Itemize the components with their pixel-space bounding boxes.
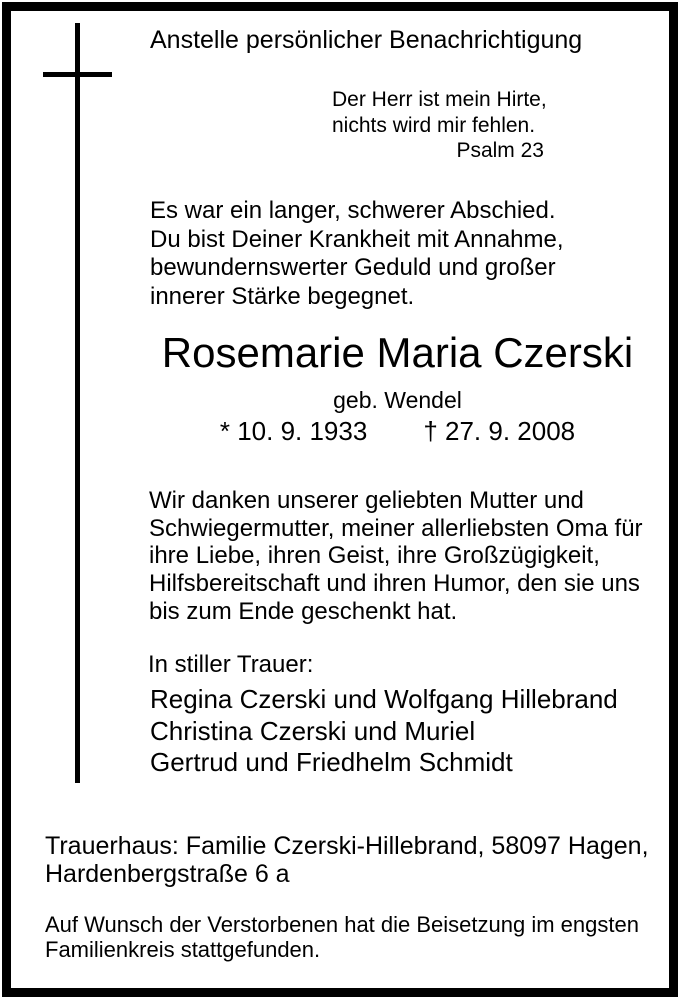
birth-date: * 10. 9. 1933: [219, 416, 368, 446]
mourner-line: Regina Czerski und Wolfgang Hillebrand: [150, 684, 618, 714]
mourner-line: Gertrud und Friedhelm Schmidt: [150, 747, 513, 777]
notice-header: Anstelle persönlicher Benachrichtigung: [150, 26, 583, 54]
tribute-line: bis zum Ende geschenkt hat.: [149, 597, 458, 625]
tribute-line: ihre Liebe, ihren Geist, ihre Großzügigkeit,: [149, 542, 600, 570]
cross-horizontal-bar: [43, 72, 112, 77]
maiden-name: geb. Wendel: [333, 387, 462, 413]
tribute-line: Wir danken unserer geliebten Mutter und: [149, 487, 584, 514]
bible-verse: [332, 87, 547, 164]
intro-paragraph: [150, 197, 564, 311]
address-line: Trauerhaus: Familie Czerski-Hillebrand, 58097 Hagen,: [45, 832, 649, 860]
death-date: † 27. 9. 2008: [423, 416, 576, 446]
burial-note-line: Familienkreis stattgefunden.: [45, 937, 321, 962]
intro-line: Es war ein langer, schwerer Abschied.: [150, 197, 556, 224]
mourning-label: In stiller Trauer:: [148, 651, 314, 678]
intro-line: bewundernswerter Geduld und großer: [150, 254, 556, 282]
tribute-paragraph: [149, 487, 643, 626]
deceased-name: Rosemarie Maria Czerski: [161, 329, 634, 376]
burial-note: [45, 912, 639, 962]
verse-line: nichts wird mir fehlen.: [332, 113, 536, 137]
verse-line: Der Herr ist mein Hirte,: [332, 88, 547, 111]
mourning-house-address: [45, 833, 649, 888]
intro-line: Du bist Deiner Krankheit mit Annahme,: [150, 225, 564, 253]
verse-attribution: Psalm 23: [456, 139, 544, 162]
intro-line: innerer Stärke begegnet.: [150, 282, 415, 310]
burial-note-line: Auf Wunsch der Verstorbenen hat die Beisetzung im engsten: [45, 912, 639, 937]
cross-vertical-bar: [75, 23, 80, 783]
tribute-line: Hilfsbereitschaft und ihren Humor, den sie uns: [149, 570, 640, 598]
life-dates: [150, 417, 645, 447]
mourner-line: Christina Czerski und Muriel: [150, 715, 476, 746]
mourners-list: [150, 684, 618, 779]
address-line: Hardenbergstraße 6 a: [45, 859, 290, 888]
tribute-line: Schwiegermutter, meiner allerliebsten Oma für: [149, 514, 643, 542]
